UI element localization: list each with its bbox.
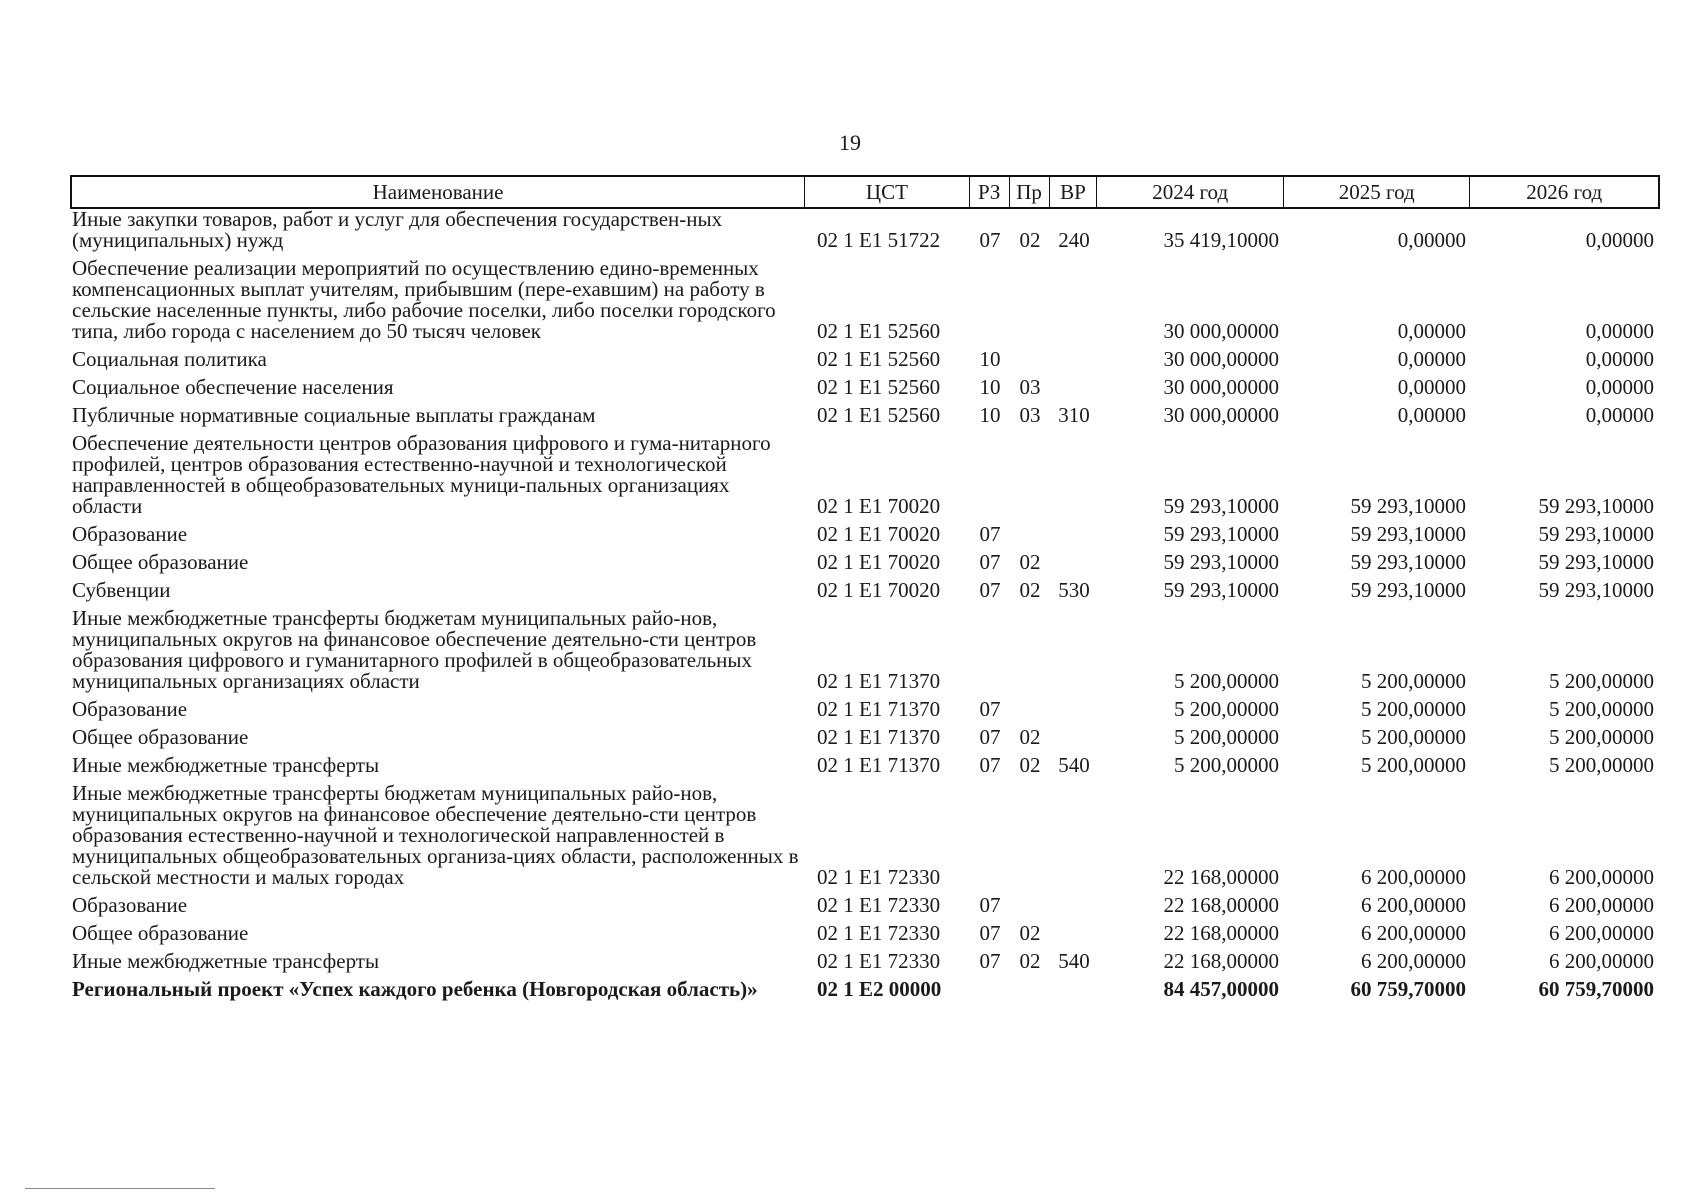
row-name: Иные закупки товаров, работ и услуг для обеспечения государствен-ных (муниципальных) нужд [72, 207, 723, 252]
row-2024: 5 200,00000 [1174, 697, 1279, 721]
row-2024: 5 200,00000 [1174, 725, 1279, 749]
row-2026: 5 200,00000 [1549, 725, 1654, 749]
table-row [70, 377, 1660, 398]
row-cst: 02 1 E1 70020 [817, 522, 941, 546]
row-name: Социальное обеспечение населения [72, 375, 394, 399]
table-row [70, 349, 1660, 370]
row-cst: 02 1 E1 71370 [817, 725, 941, 749]
table-row [70, 895, 1660, 916]
table-row [70, 433, 1660, 517]
row-name: Общее образование [72, 550, 249, 574]
row-2026: 6 200,00000 [1549, 893, 1654, 917]
table-row [70, 209, 1660, 251]
row-2026: 0,00000 [1585, 403, 1654, 427]
row-cst: 02 1 E1 52560 [817, 403, 941, 427]
row-name: Обеспечение реализации мероприятий по осуществлению едино-временных компенсационных выплат учителям, прибывшим (пере-ехавшим) на работу в сельские населенные пункты, либо рабочие поселки, либо поселки городского типа, либо города с населением до 50 тысяч человек [72, 256, 776, 343]
row-2026: 59 293,10000 [1538, 522, 1654, 546]
row-2025: 6 200,00000 [1361, 949, 1466, 973]
row-2024: 35 419,10000 [1163, 228, 1279, 252]
row-2024: 30 000,00000 [1163, 319, 1279, 343]
row-2024: 22 168,00000 [1163, 949, 1279, 973]
table-body [70, 209, 1660, 1000]
row-vr: 310 [1058, 403, 1090, 427]
row-2026: 0,00000 [1585, 375, 1654, 399]
row-2024: 30 000,00000 [1163, 347, 1279, 371]
header-cst: ЦСТ [805, 177, 970, 207]
row-2025: 0,00000 [1397, 228, 1466, 252]
row-pr: 02 [1019, 550, 1041, 574]
row-cst: 02 1 E1 70020 [817, 578, 941, 602]
row-2025: 0,00000 [1397, 375, 1466, 399]
row-rz: 07 [979, 725, 1001, 749]
row-2025: 60 759,70000 [1350, 977, 1466, 1001]
row-2024: 84 457,00000 [1163, 977, 1279, 1001]
row-cst: 02 1 E1 72330 [817, 893, 941, 917]
row-name: Обеспечение деятельности центров образования цифрового и гума-нитарного профилей, центров образования естественно-научной и технологической направленностей в общеобразовательных муници-пальных организациях области [72, 431, 771, 518]
row-name: Иные межбюджетные трансферты [72, 753, 380, 777]
row-2024: 5 200,00000 [1174, 753, 1279, 777]
header-2025: 2025 год [1284, 177, 1471, 207]
row-2026: 0,00000 [1585, 228, 1654, 252]
row-2025: 5 200,00000 [1361, 753, 1466, 777]
table-row [70, 405, 1660, 426]
row-pr: 02 [1019, 578, 1041, 602]
row-name: Иные межбюджетные трансферты бюджетам муниципальных райо-нов, муниципальных округов на финансовое обеспечение деятельно-сти центров образования естественно-научной и технологической направленностей в муниципальных общеобразовательных организа-циях области, расположенных в сельской местности и малых городах [72, 781, 799, 889]
row-pr: 02 [1019, 725, 1041, 749]
table-row [70, 727, 1660, 748]
row-rz: 07 [979, 949, 1001, 973]
row-cst: 02 1 E1 71370 [817, 669, 941, 693]
row-name: Общее образование [72, 725, 249, 749]
table-row [70, 580, 1660, 601]
row-name: Образование [72, 893, 188, 917]
row-cst: 02 1 E1 72330 [817, 949, 941, 973]
row-2025: 0,00000 [1397, 347, 1466, 371]
row-cst: 02 1 E1 70020 [817, 494, 941, 518]
row-2026: 60 759,70000 [1538, 977, 1654, 1001]
row-pr: 02 [1019, 949, 1041, 973]
footer-rule [25, 1188, 215, 1189]
row-cst: 02 1 E1 51722 [817, 228, 941, 252]
row-2025: 0,00000 [1397, 403, 1466, 427]
row-pr: 02 [1019, 753, 1041, 777]
row-2024: 22 168,00000 [1163, 865, 1279, 889]
budget-table [70, 175, 1660, 1000]
table-row [70, 608, 1660, 692]
row-2025: 6 200,00000 [1361, 893, 1466, 917]
row-rz: 10 [979, 375, 1001, 399]
row-pr: 03 [1019, 403, 1041, 427]
row-rz: 07 [979, 550, 1001, 574]
table-row [70, 552, 1660, 573]
row-2025: 0,00000 [1397, 319, 1466, 343]
row-2024: 22 168,00000 [1163, 921, 1279, 945]
table-row [70, 755, 1660, 776]
header-2024: 2024 год [1097, 177, 1284, 207]
row-2025: 59 293,10000 [1350, 494, 1466, 518]
row-cst: 02 1 E1 52560 [817, 347, 941, 371]
row-2024: 59 293,10000 [1163, 550, 1279, 574]
row-2026: 5 200,00000 [1549, 669, 1654, 693]
table-row [70, 524, 1660, 545]
row-2025: 6 200,00000 [1361, 921, 1466, 945]
row-name: Публичные нормативные социальные выплаты гражданам [72, 403, 596, 427]
table-row [70, 699, 1660, 720]
row-cst: 02 1 E2 00000 [817, 977, 942, 1001]
row-cst: 02 1 E1 52560 [817, 319, 941, 343]
row-2026: 0,00000 [1585, 347, 1654, 371]
row-2026: 0,00000 [1585, 319, 1654, 343]
row-name: Образование [72, 697, 188, 721]
row-name: Региональный проект «Успех каждого ребенка (Новгородская область)» [72, 977, 758, 1001]
header-2026: 2026 год [1526, 179, 1603, 204]
table-row [70, 258, 1660, 342]
row-2026: 59 293,10000 [1538, 578, 1654, 602]
row-cst: 02 1 E1 70020 [817, 550, 941, 574]
row-rz: 07 [979, 753, 1001, 777]
row-2024: 30 000,00000 [1163, 403, 1279, 427]
row-2026: 6 200,00000 [1549, 921, 1654, 945]
row-rz: 07 [979, 228, 1001, 252]
row-rz: 07 [979, 893, 1001, 917]
row-vr: 540 [1058, 753, 1090, 777]
table-header [70, 175, 1660, 209]
row-rz: 07 [979, 522, 1001, 546]
row-vr: 530 [1058, 578, 1090, 602]
row-name: Социальная политика [72, 347, 267, 371]
row-rz: 07 [979, 578, 1001, 602]
row-2025: 5 200,00000 [1361, 669, 1466, 693]
table-row [70, 923, 1660, 944]
row-name: Иные межбюджетные трансферты бюджетам муниципальных райо-нов, муниципальных округов на финансовое обеспечение деятельно-сти центров образования цифрового и гуманитарного профилей в общеобразовательных муниципальных организациях области [72, 606, 757, 693]
row-2026: 5 200,00000 [1549, 753, 1654, 777]
row-cst: 02 1 E1 71370 [817, 697, 941, 721]
row-cst: 02 1 E1 71370 [817, 753, 941, 777]
header-name: Наименование [72, 177, 805, 207]
header-vr: ВР [1050, 177, 1098, 207]
row-rz: 07 [979, 921, 1001, 945]
row-2026: 6 200,00000 [1549, 949, 1654, 973]
row-cst: 02 1 E1 72330 [817, 865, 941, 889]
row-rz: 07 [979, 697, 1001, 721]
header-pr: Пр [1010, 177, 1050, 207]
row-vr: 540 [1058, 949, 1090, 973]
row-pr: 03 [1019, 375, 1041, 399]
table-row [70, 979, 1660, 1000]
row-name: Иные межбюджетные трансферты [72, 949, 380, 973]
row-2024: 5 200,00000 [1174, 669, 1279, 693]
row-2024: 30 000,00000 [1163, 375, 1279, 399]
table-row [70, 951, 1660, 972]
row-2025: 5 200,00000 [1361, 725, 1466, 749]
table-row [70, 783, 1660, 888]
row-2025: 6 200,00000 [1361, 865, 1466, 889]
row-rz: 10 [979, 347, 1001, 371]
row-2025: 59 293,10000 [1350, 522, 1466, 546]
row-cst: 02 1 E1 52560 [817, 375, 941, 399]
header-rz: РЗ [970, 177, 1010, 207]
row-name: Общее образование [72, 921, 249, 945]
row-vr: 240 [1058, 228, 1090, 252]
row-name: Субвенции [72, 578, 171, 602]
row-2026: 59 293,10000 [1538, 494, 1654, 518]
row-2025: 5 200,00000 [1361, 697, 1466, 721]
row-pr: 02 [1019, 921, 1041, 945]
page-number: 19 [839, 130, 861, 155]
row-2024: 59 293,10000 [1163, 578, 1279, 602]
row-2024: 59 293,10000 [1163, 494, 1279, 518]
row-2026: 59 293,10000 [1538, 550, 1654, 574]
row-2026: 5 200,00000 [1549, 697, 1654, 721]
row-rz: 10 [979, 403, 1001, 427]
row-2024: 59 293,10000 [1163, 522, 1279, 546]
row-2025: 59 293,10000 [1350, 578, 1466, 602]
row-pr: 02 [1019, 228, 1041, 252]
row-2024: 22 168,00000 [1163, 893, 1279, 917]
row-cst: 02 1 E1 72330 [817, 921, 941, 945]
row-name: Образование [72, 522, 188, 546]
row-2026: 6 200,00000 [1549, 865, 1654, 889]
row-2025: 59 293,10000 [1350, 550, 1466, 574]
